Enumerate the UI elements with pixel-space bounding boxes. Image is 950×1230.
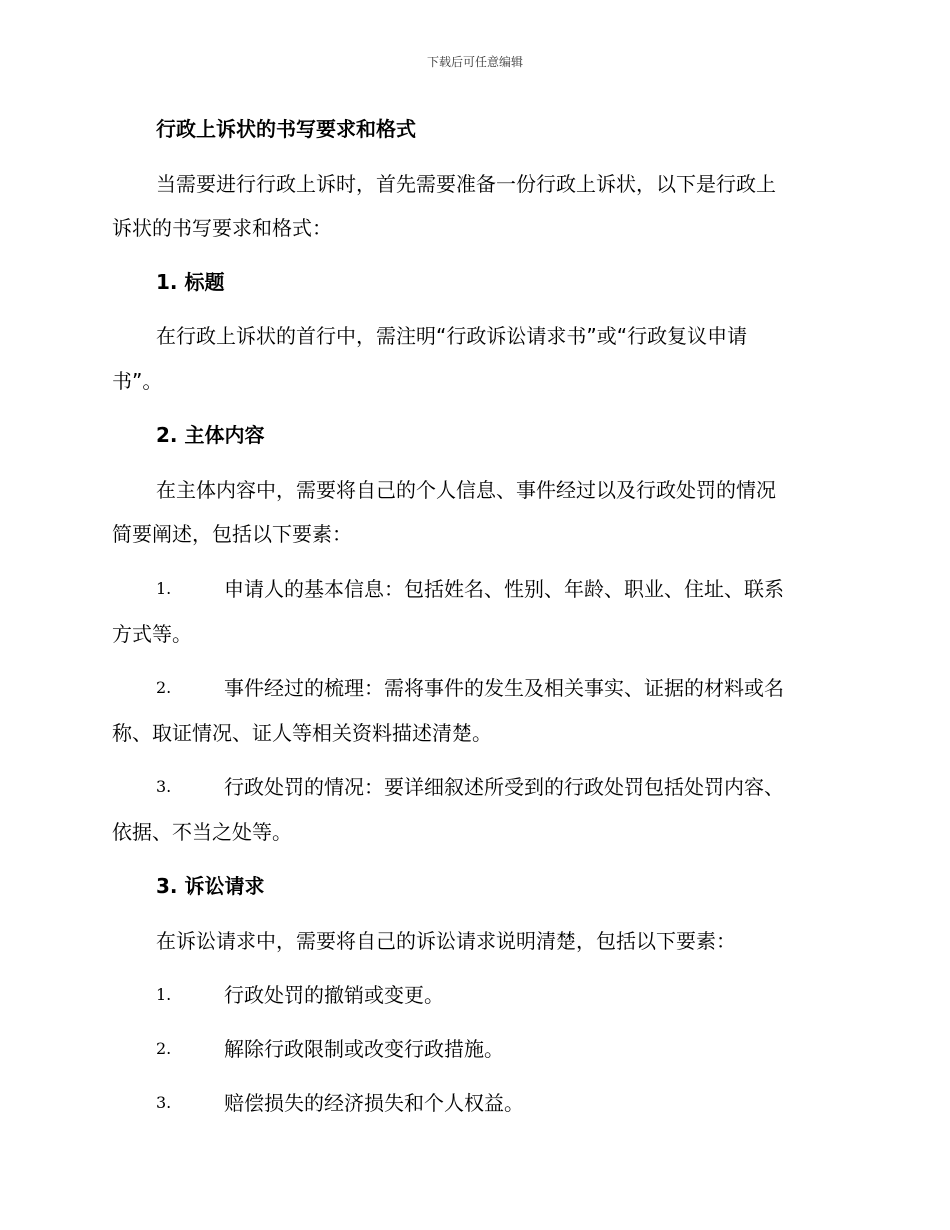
header-note: 下载后可任意编辑 (426, 55, 523, 69)
document-title: 行政上诉状的书写要求和格式 (156, 117, 416, 141)
intro-line-1: 当需要进行行政上诉时，首先需要准备一份行政上诉状，以下是行政上 (156, 172, 776, 196)
section3-heading: 3. 诉讼请求 (156, 874, 265, 898)
list-item-text: 解除行政限制或改变行政措施。 (224, 1037, 504, 1061)
section1-heading: 1. 标题 (156, 270, 225, 294)
list-number: 2. (156, 1039, 172, 1058)
list-number: 1. (156, 579, 172, 598)
list-item-text-line-1: 申请人的基本信息：包括姓名、性别、年龄、职业、住址、联系 (224, 577, 784, 601)
list-item-text: 赔偿损失的经济损失和个人权益。 (224, 1091, 524, 1115)
list-item-text-line-1: 行政处罚的情况：要详细叙述所受到的行政处罚包括处罚内容、 (224, 775, 784, 799)
list-item-text-line-2: 依据、不当之处等。 (112, 820, 292, 844)
section1-para-line-1: 在行政上诉状的首行中，需注明“行政诉讼请求书”或“行政复议申请 (156, 324, 748, 348)
section2-para-line-2: 简要阐述，包括以下要素： (112, 522, 352, 546)
intro-line-2: 诉状的书写要求和格式： (112, 216, 332, 240)
list-item-text: 行政处罚的撤销或变更。 (224, 983, 444, 1007)
list-item-text-line-2: 方式等。 (112, 622, 192, 646)
list-item-text-line-2: 称、取证情况、证人等相关资料描述清楚。 (112, 721, 492, 745)
section3-para-line-1: 在诉讼请求中，需要将自己的诉讼请求说明清楚，包括以下要素： (156, 929, 736, 953)
section2-para-line-1: 在主体内容中，需要将自己的个人信息、事件经过以及行政处罚的情况 (156, 478, 776, 502)
list-item-text-line-1: 事件经过的梳理：需将事件的发生及相关事实、证据的材料或名 (224, 676, 784, 700)
list-number: 1. (156, 985, 172, 1004)
list-number: 3. (156, 777, 172, 796)
section2-heading: 2. 主体内容 (156, 423, 265, 447)
list-number: 3. (156, 1093, 172, 1112)
list-number: 2. (156, 678, 172, 697)
section1-para-line-2: 书”。 (112, 369, 163, 393)
